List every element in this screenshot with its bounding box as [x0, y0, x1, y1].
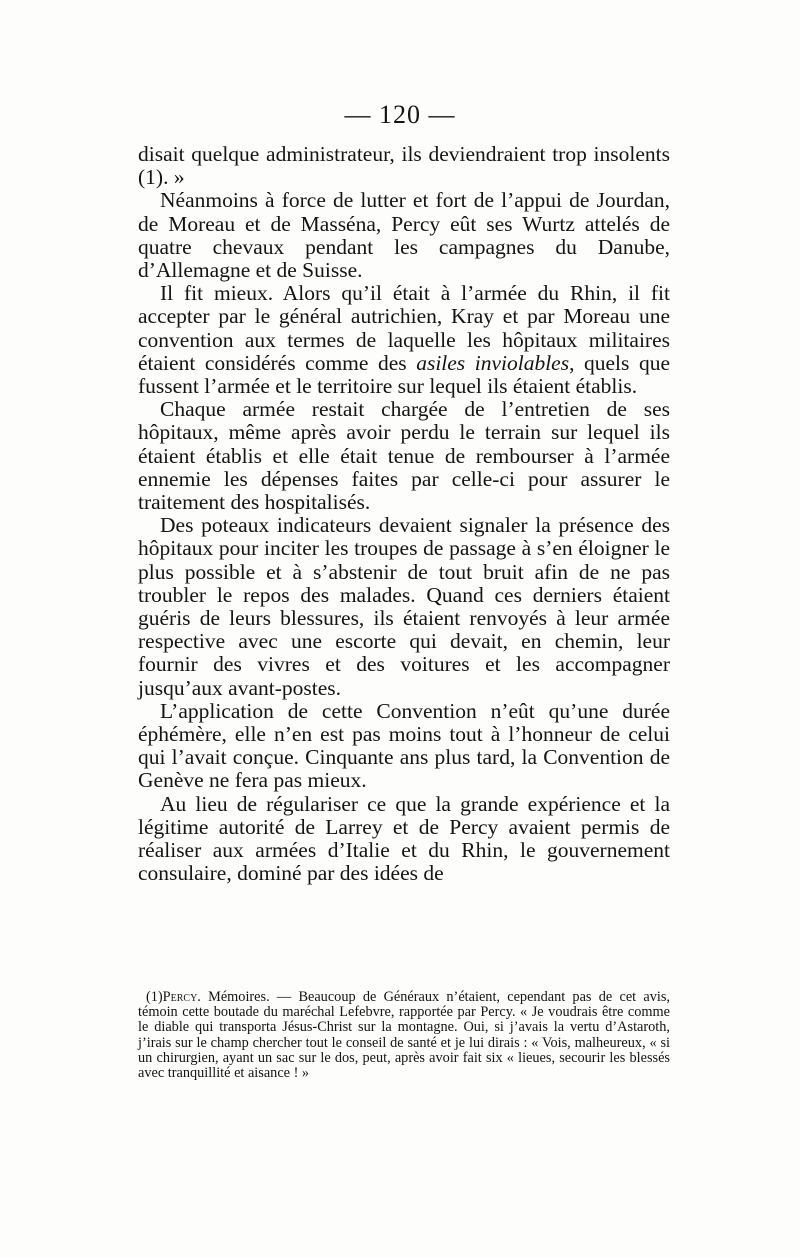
paragraph-3 [138, 282, 670, 398]
page-number: — 120 — [344, 100, 456, 129]
footnote-body: . Mémoires. — Beaucoup de Généraux n’étaient, cependant pas de cet avis, témoin cette boutade du maréchal Lefebvre, rapportée par Percy. « Je voudrais être comme le diable qui transporta Jésus-Christ sur la montagne. Oui, si j’avais la vertu d’Astaroth, j’irais sur le champ chercher tout le conseil de santé et je lui dirais : « Vois, malheureux, « si un chirurgien, ayant un sac sur le dos, peut, après avoir fait six « lieues, secourir les blessés avec tranquillité et aisance ! » [138, 989, 670, 1082]
paragraph-3-part-1: Il fit mieux. Alors qu’il était à l’armée du Rhin, il fit accepter par le général autrichien, Kray et par Moreau une convention aux termes de laquelle les hôpitaux militaires étaient considérés comme des [138, 281, 670, 375]
paragraph-7: Au lieu de régulariser ce que la grande expérience et la légitime autorité de Larrey et de Percy avaient permis de réaliser aux armées d’Italie et du Rhin, le gouvernement consulaire, dominé par des idées de [138, 791, 670, 886]
footnote-author: Percy [162, 989, 198, 1005]
italic-phrase: asiles inviolables [416, 350, 570, 375]
footnote-text [138, 990, 670, 1081]
paragraph-4: Chaque armée restait chargée de l’entretien de ses hôpitaux, même après avoir perdu le terrain sur lequel ils étaient établis et elle était tenue de rembourser à l’armée ennemie les dépenses faites par celle-ci pour assurer le traitement des hospitalisés. [138, 397, 670, 515]
paragraph-2: Néanmoins à force de lutter et fort de l’appui de Jourdan, de Moreau et de Masséna, Percy eût ses Wurtz attelés de quatre chevaux pendant les campagnes du Danube, d’Allemagne et de Suisse. [138, 188, 670, 283]
footnote [138, 990, 670, 1081]
body-text [138, 143, 670, 886]
footnote-marker: (1) [146, 989, 163, 1005]
paragraph-5: Des poteaux indicateurs devaient signaler la présence des hôpitaux pour inciter les troupes de passage à s’en éloigner le plus possible et à s’abstenir de tout bruit afin de ne pas troubler le repos des malades. Quand ces derniers étaient guéris de leurs blessures, ils étaient renvoyés à leur armée respective avec une escorte qui devait, en chemin, leur fournir des vivres et des voitures et les accompagner jusqu’aux avant-postes. [138, 513, 670, 700]
paragraph-6: L’application de cette Convention n’eût qu’une durée éphémère, elle n’en est pas moins tout à l’honneur de celui qui l’avait conçue. Cinquante ans plus tard, la Convention de Genève ne fera pas mieux. [138, 698, 670, 793]
paragraph-1: disait quelque administrateur, ils deviendraient trop insolents (1). » [138, 142, 670, 190]
paragraph-3-part-2: , quels que fussent l’armée et le territoire sur lequel ils étaient établis. [138, 350, 670, 399]
